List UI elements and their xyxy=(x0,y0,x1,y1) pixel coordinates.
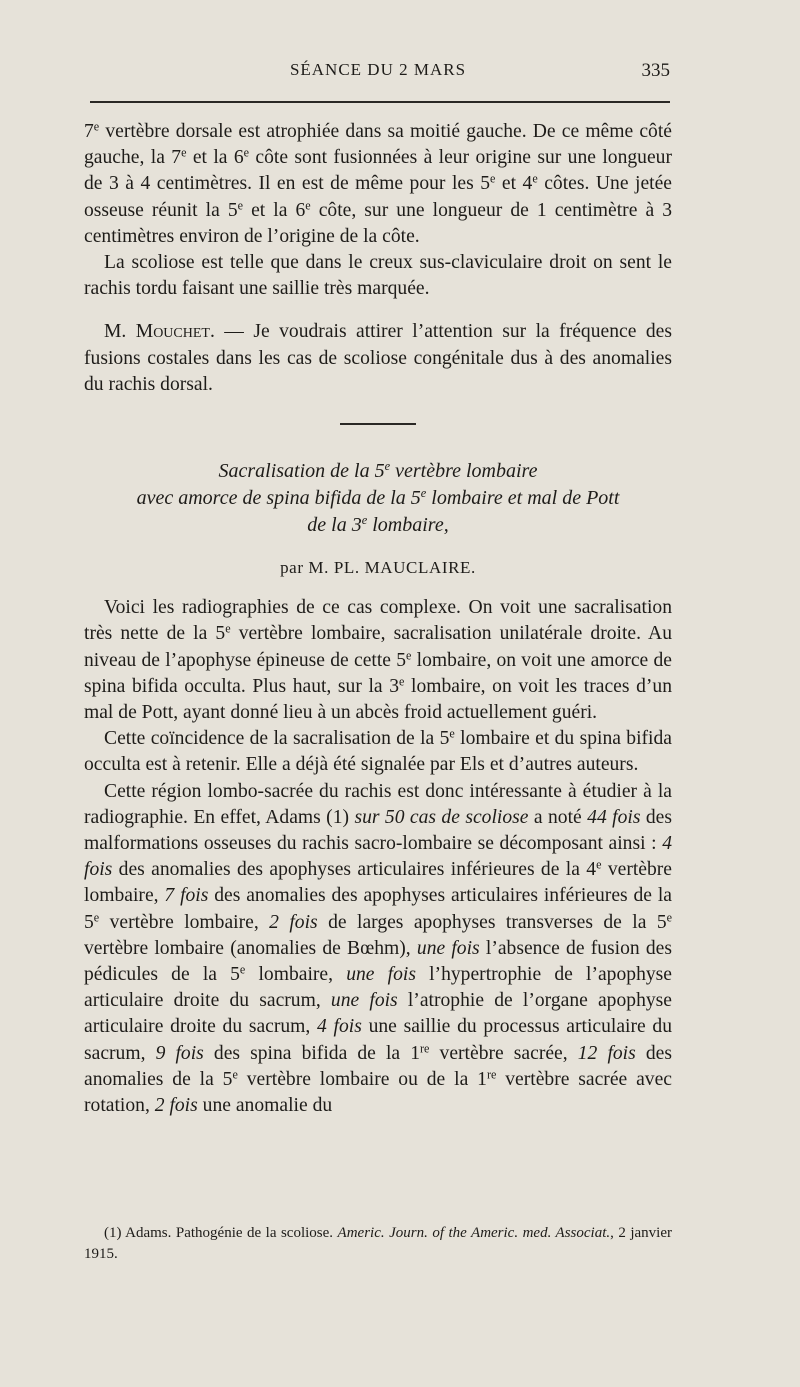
paragraph-scoliosis: La scoliose est telle que dans le creux sus-claviculaire droit on sent le rachis tordu faisant une saillie très marquée. xyxy=(84,252,672,300)
title-line-1: Sacralisation de la 5e vertèbre lombaire xyxy=(218,459,538,483)
paragraph-vertebra-description: 7e vertèbre dorsale est atrophiée dans sa moitié gauche. De ce même côté gauche, la 7e et la 6e côte sont fusionnées à leur origine sur une longueur de 3 à 4 centimètres. Il en est de même pour les 5e et 4e côtes. Une jetée osseuse réunit la 5e et la 6e côte, sur une longueur de 1 centimètre à 3 centimètres environ de l’origine de la côte. xyxy=(84,119,673,247)
paragraph-mouchet-remark: M. Mouchet. — Je voudrais attirer l’attention sur la fréquence des fusions costales dans les cas de scoliose congénitale dus à des anomalies du rachis dorsal. xyxy=(84,321,672,395)
article-title xyxy=(84,458,672,539)
section-divider xyxy=(340,423,416,425)
paragraph-coincidence: Cette coïncidence de la sacralisation de la 5e lombaire et du spina bifida occulta est à retenir. Elle a déjà été signalée par Els et d’autres auteurs. xyxy=(84,726,672,776)
running-title: SÉANCE DU 2 MARS xyxy=(289,60,467,79)
header-rule xyxy=(90,101,670,103)
footnote xyxy=(84,1223,672,1265)
title-line-2: avec amorce de spina bifida de la 5e lombaire et mal de Pott xyxy=(136,486,620,510)
author-byline: par M. PL. MAUCLAIRE. xyxy=(280,558,476,578)
paragraph-radiographies: Voici les radiographies de ce cas complexe. On voit une sacralisation très nette de la 5e vertèbre lombaire, sacralisation unilatérale droite. Au niveau de l’apophyse épineuse de cette 5e lombaire, on voit une amorce de spina bifida occulta. Plus haut, sur la 3e lombaire, on voit les traces d’un mal de Pott, ayant donné lieu à un abcès froid actuellement guéri. xyxy=(84,597,672,724)
page-header xyxy=(86,60,670,86)
page-number: 335 xyxy=(641,60,670,81)
title-line-3: de la 3e lombaire, xyxy=(307,513,449,537)
paragraph-lumbosacral-region: Cette région lombo-sacrée du rachis est donc intéressante à étudier à la radiographie. En effet, Adams (1) sur 50 cas de scoliose a noté 44 fois des malformations osseuses du rachis sacro-lombaire se décomposant ainsi : 4 fois des anomalies des apophyses articulaires inférieures de la 4e vertèbre lombaire, 7 fois des anomalies des apophyses articulaires inférieures de la 5e vertèbre lombaire, 2 fois de larges apophyses transverses de la 5e vertèbre lombaire (anomalies de Bœhm), une fois l’absence de fusion des pédicules de la 5e lombaire, une fois l’hypertrophie de l’apophyse articulaire droite du sacrum, une fois l’atrophie de l’organe apophyse articulaire droite du sacrum, 4 fois une saillie du processus articulaire du sacrum, 9 fois des spina bifida de la 1re vertèbre sacrée, 12 fois des anomalies de la 5e vertèbre lombaire ou de la 1re vertèbre sacrée avec rotation, 2 fois une anomalie du xyxy=(84,780,673,1117)
page-body xyxy=(84,119,672,1119)
footnote-adams: (1) Adams. Pathogénie de la scoliose. Americ. Journ. of the Americ. med. Associat., 2 janvier 1915. xyxy=(84,1225,672,1262)
speaker-name: Mouchet xyxy=(135,321,210,343)
